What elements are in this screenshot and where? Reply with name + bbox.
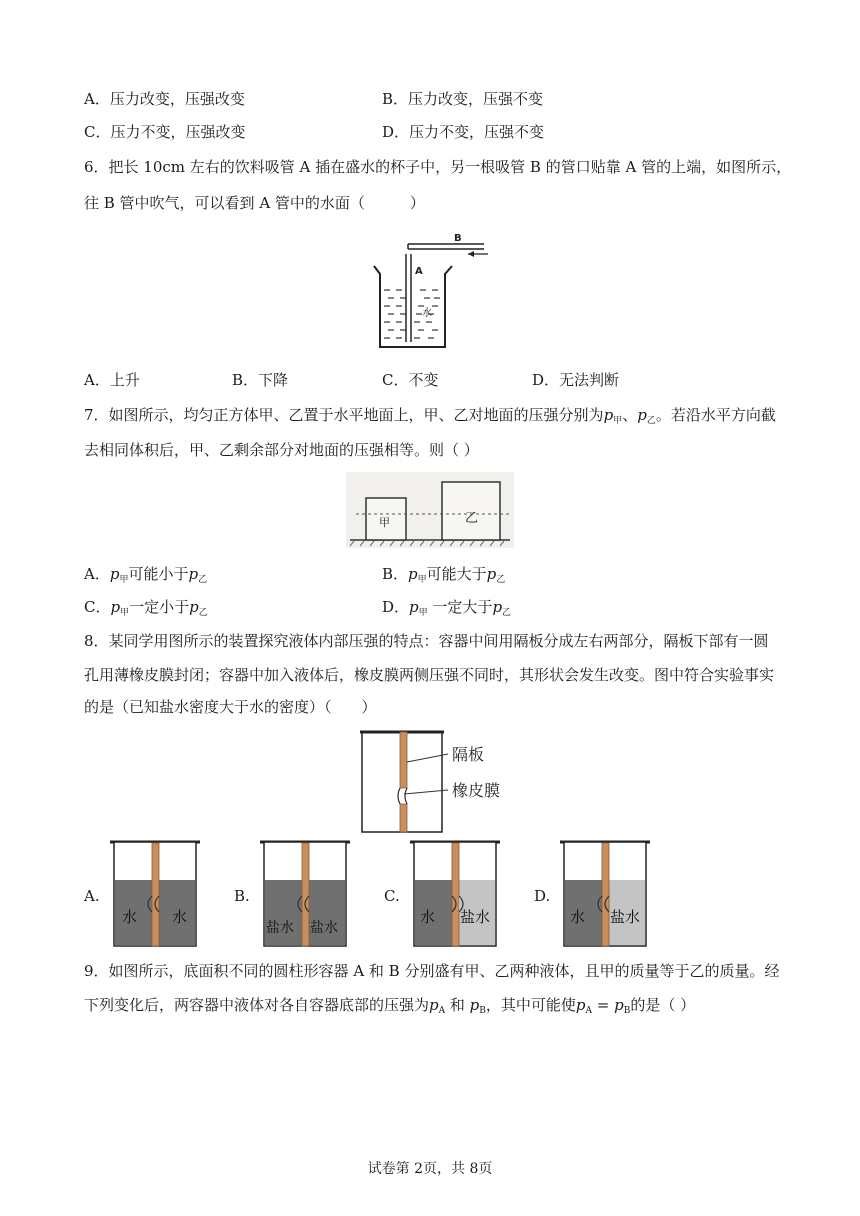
page-footer: 试卷第 2页，共 8页 [367,1161,493,1177]
q8-stem-line1: 8．某同学用图所示的装置探究液体内部压强的特点：容器中间用隔板分成左右两部分，隔板下部有一圆 [84,632,769,650]
q8-a-left-liquid: 水 [122,908,138,926]
q6-stem-line1: 6．把长 10cm 左右的饮料吸管 A 插在盛水的杯子中，另一根吸管 B 的管口贴靠 A 管的上端，如图所示， [84,158,792,176]
q6-option-d: D．无法判断 [532,371,620,389]
q8-option-b-key: B. [234,887,250,905]
q6-label-a: A [415,266,423,277]
q8-option-c-key: C. [384,887,400,905]
q6-option-c: C．不变 [382,371,439,389]
q7-stem-line2: 去相同体积后，甲、乙剩余部分对地面的压强相等。则（ ） [84,441,479,459]
q6-label-water: 水 [422,308,432,319]
q8-stem-line3: 的是（已知盐水密度大于水的密度）（ ） [84,698,377,716]
q5-option-d: D．压力不变，压强不变 [382,123,545,141]
q7-label-jia: 甲 [379,516,390,529]
q8-d-right-liquid: 盐水 [610,908,641,926]
q7-option-c: C．$p_甲$一定小于$p_乙$ [84,598,208,618]
q7-label-yi: 乙 [465,511,479,526]
q8-b-left-liquid: 盐水 [266,920,294,936]
q7-figure-cubes [346,472,514,548]
q5-option-c: C．压力不变，压强改变 [84,123,246,141]
q7-option-d: D．$p_甲$ 一定大于$p_乙$ [382,598,512,618]
q8-stem-line2: 孔用薄橡皮膜封闭；容器中加入液体后，橡皮膜两侧压强不同时，其形状会发生改变。图中符合实验事实 [84,666,775,684]
q9-stem-line2: 下列变化后，两容器中液体对各自容器底部的压强为$p_A$ 和 $p_B$，其中可能使$p_A = p_B$的是（ ） [84,996,696,1016]
q8-option-d-figure [560,840,650,948]
q6-option-a: A．上升 [84,371,140,389]
q7-stem-line1: 7．如图所示，均匀正方体甲、乙置于水平地面上，甲、乙对地面的压强分别为$p_甲$、$p_乙$。若沿水平方向截 [84,406,776,426]
q6-figure-beaker [370,232,490,352]
q6-option-b: B．下降 [232,371,289,389]
q8-option-a-figure [110,840,200,948]
q8-b-right-liquid: 盐水 [310,920,338,936]
q8-option-a-key: A. [84,887,100,905]
q5-option-a: A．压力改变，压强改变 [84,90,245,108]
q6-stem-line2: 往 B 管中吹气，可以看到 A 管中的水面（ ） [84,194,425,212]
q8-option-d-key: D. [534,887,551,905]
q8-option-c-figure [410,840,500,948]
q9-stem-line1: 9．如图所示，底面积不同的圆柱形容器 A 和 B 分别盛有甲、乙两种液体，且甲的质量等于乙的质量。经 [84,962,780,980]
q8-label-membrane: 橡皮膜 [452,781,501,800]
q8-label-partition: 隔板 [452,745,485,764]
q8-c-left-liquid: 水 [420,908,436,926]
q8-figure-apparatus [360,728,520,834]
q5-option-b: B．压力改变，压强不变 [382,90,544,108]
q8-c-right-liquid: 盐水 [460,908,491,926]
q8-a-right-liquid: 水 [172,908,188,926]
q8-d-left-liquid: 水 [570,908,586,926]
q6-label-b: B [454,233,462,244]
q8-option-b-figure [260,840,350,948]
q7-option-a: A．$p_甲$可能小于$p_乙$ [84,565,208,585]
q7-option-b: B．$p_甲$可能大于$p_乙$ [382,565,506,585]
